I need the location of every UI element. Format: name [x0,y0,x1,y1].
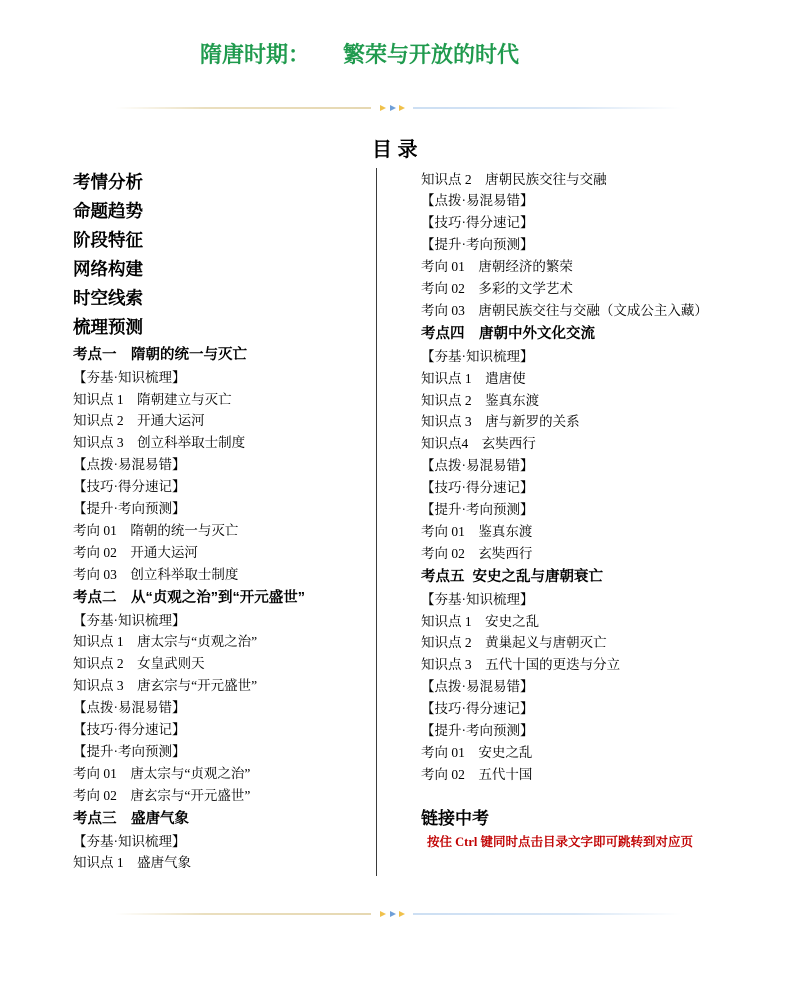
toc-section-link[interactable]: 梳理预测 [73,317,143,338]
toc-exam-direction-link[interactable]: 考向 02 唐玄宗与“开元盛世” [73,787,251,803]
toc-module-link[interactable]: 【夯基·知识梳理】 [73,369,186,385]
toc-knowledge-point-link[interactable]: 知识点 1 盛唐气象 [73,855,192,871]
toc-section-link[interactable]: 网络构建 [73,259,143,280]
toc-right-column [421,169,771,852]
toc-exam-link-section[interactable]: 链接中考 [421,808,489,828]
toc-knowledge-point-link[interactable]: 知识点 2 鉴真东渡 [421,392,540,408]
toc-module-link[interactable]: 【点拨·易混易错】 [73,700,186,716]
toc-knowledge-point-link[interactable]: 知识点 3 五代十国的更迭与分立 [421,657,621,673]
toc-exam-direction-link[interactable]: 考向 01 鉴真东渡 [421,523,533,539]
arrow-ornament-icon [399,911,405,917]
toc-knowledge-point-link[interactable]: 知识点4 玄奘西行 [421,436,536,452]
column-divider [376,168,377,876]
toc-knowledge-point-link[interactable]: 知识点 3 唐与新罗的关系 [421,414,580,430]
toc-exam-direction-link[interactable]: 考向 01 隋朝的统一与灭亡 [73,522,239,538]
header-divider-ornament [115,104,681,112]
ctrl-click-hint: 按住 Ctrl 键同时点击目录文字即可跳转到对应页 [427,834,693,849]
toc-module-link[interactable]: 【夯基·知识梳理】 [421,591,534,607]
toc-module-link[interactable]: 【提升·考向预测】 [421,501,534,517]
toc-exam-direction-link[interactable]: 考向 02 玄奘西行 [421,545,533,561]
toc-module-link[interactable]: 【点拨·易混易错】 [421,679,534,695]
toc-topic-heading-link[interactable]: 考点一 隋朝的统一与灭亡 [73,346,247,363]
toc-module-link[interactable]: 【点拨·易混易错】 [73,457,186,473]
toc-module-link[interactable]: 【技巧·得分速记】 [421,701,534,717]
toc-knowledge-point-link[interactable]: 知识点 2 唐朝民族交往与交融 [421,171,607,187]
toc-module-link[interactable]: 【夯基·知识梳理】 [73,612,186,628]
toc-section-link[interactable]: 阶段特征 [73,229,143,250]
divider-line-right [413,913,681,915]
toc-topic-heading-link[interactable]: 考点五 安史之乱与唐朝衰亡 [421,568,604,585]
toc-knowledge-point-link[interactable]: 知识点 1 隋朝建立与灭亡 [73,391,232,407]
page-title-period: 隋唐时期： [200,42,311,67]
toc-knowledge-point-link[interactable]: 知识点 2 女皇武则天 [73,656,205,672]
toc-heading: 目 录 [372,139,418,161]
arrow-ornament-icon [390,105,396,111]
toc-section-link[interactable]: 考情分析 [73,171,143,192]
toc-exam-direction-link[interactable]: 考向 03 唐朝民族交往与交融（文成公主入藏） [421,302,708,318]
arrow-ornament-icon [380,911,386,917]
toc-module-link[interactable]: 【提升·考向预测】 [421,237,534,253]
toc-module-link[interactable]: 【技巧·得分速记】 [421,215,534,231]
toc-module-link[interactable]: 【点拨·易混易错】 [421,193,534,209]
toc-module-link[interactable]: 【技巧·得分速记】 [421,480,534,496]
toc-knowledge-point-link[interactable]: 知识点 3 唐玄宗与“开元盛世” [73,678,258,694]
toc-exam-direction-link[interactable]: 考向 02 多彩的文学艺术 [421,280,573,296]
toc-topic-heading-link[interactable]: 考点三 盛唐气象 [73,810,189,827]
toc-module-link[interactable]: 【提升·考向预测】 [421,722,534,738]
toc-exam-direction-link[interactable]: 考向 02 开通大运河 [73,544,198,560]
divider-line-left [115,913,371,915]
toc-knowledge-point-link[interactable]: 知识点 1 遣唐使 [421,370,526,386]
toc-topic-heading-link[interactable]: 考点四 唐朝中外文化交流 [421,325,595,342]
arrow-ornament-icon [390,911,396,917]
toc-knowledge-point-link[interactable]: 知识点 2 黄巢起义与唐朝灭亡 [421,635,607,651]
toc-module-link[interactable]: 【技巧·得分速记】 [73,479,186,495]
divider-line-right [413,107,681,109]
toc-knowledge-point-link[interactable]: 知识点 2 开通大运河 [73,413,205,429]
toc-section-link[interactable]: 时空线索 [73,288,143,309]
toc-topic-heading-link[interactable]: 考点二 从“贞观之治”到“开元盛世” [73,589,305,606]
toc-exam-direction-link[interactable]: 考向 01 安史之乱 [421,744,533,760]
toc-exam-direction-link[interactable]: 考向 02 五代十国 [421,766,533,782]
arrow-ornament-icon [380,105,386,111]
toc-module-link[interactable]: 【点拨·易混易错】 [421,458,534,474]
toc-knowledge-point-link[interactable]: 知识点 3 创立科举取士制度 [73,435,246,451]
toc-module-link[interactable]: 【提升·考向预测】 [73,500,186,516]
toc-module-link[interactable]: 【提升·考向预测】 [73,743,186,759]
toc-module-link[interactable]: 【夯基·知识梳理】 [73,833,186,849]
toc-section-link[interactable]: 命题趋势 [73,200,143,221]
toc-module-link[interactable]: 【夯基·知识梳理】 [421,348,534,364]
toc-exam-direction-link[interactable]: 考向 01 唐太宗与“贞观之治” [73,765,251,781]
toc-exam-direction-link[interactable]: 考向 01 唐朝经济的繁荣 [421,259,573,275]
toc-exam-direction-link[interactable]: 考向 03 创立科举取士制度 [73,566,239,582]
page-title-theme: 繁荣与开放的时代 [343,42,520,67]
arrow-ornament-icon [399,105,405,111]
toc-left-column [73,168,369,875]
toc-knowledge-point-link[interactable]: 知识点 1 唐太宗与“贞观之治” [73,634,258,650]
footer-divider-ornament [115,910,681,918]
toc-module-link[interactable]: 【技巧·得分速记】 [73,721,186,737]
divider-line-left [115,107,371,109]
toc-knowledge-point-link[interactable]: 知识点 1 安史之乱 [421,613,540,629]
